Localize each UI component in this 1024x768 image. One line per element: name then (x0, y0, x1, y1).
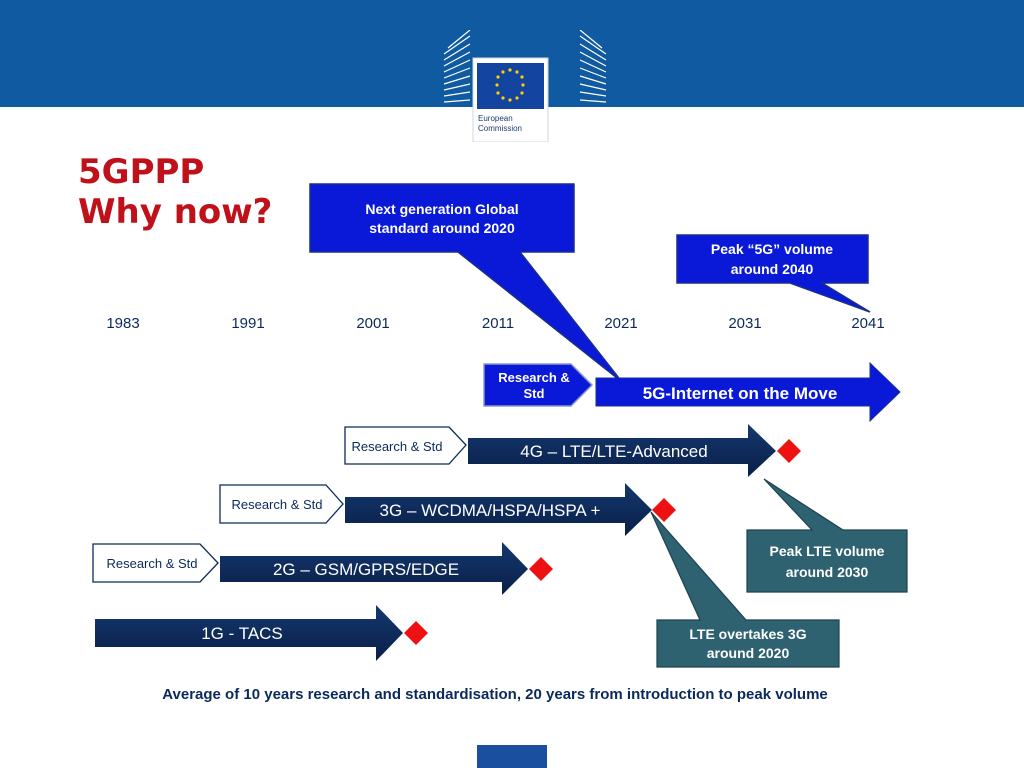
row-2g (93, 542, 553, 595)
title-line-2: Why now? (78, 192, 273, 232)
callout-peak-lte-line1: Peak LTE volume (769, 543, 885, 559)
year-label: 1991 (231, 315, 265, 332)
peak-marker-1g (404, 621, 428, 645)
research-label-2g: Research & Std (106, 556, 198, 571)
logo-text-line2: Commission (478, 124, 523, 133)
arrow-label-1g: 1G - TACS (201, 624, 283, 643)
arrow-label-4g: 4G – LTE/LTE-Advanced (520, 442, 708, 461)
footnote: Average of 10 years research and standardisation, 20 years from introduction to peak volume (162, 686, 828, 703)
research-label-5g-line2: Std (523, 386, 545, 401)
peak-marker-2g (529, 557, 553, 581)
callout-peak-lte-line2: around 2030 (785, 564, 869, 580)
research-label-4g: Research & Std (351, 439, 443, 454)
year-label: 2001 (356, 315, 390, 332)
year-label: 2021 (604, 315, 638, 332)
callout-lte-overtakes-line2: around 2020 (706, 645, 790, 661)
arrow-label-2g: 2G – GSM/GPRS/EDGE (272, 560, 460, 579)
year-label: 2041 (851, 315, 885, 332)
arrow-label-3g: 3G – WCDMA/HSPA/HSPA + (379, 501, 601, 520)
research-label-3g: Research & Std (231, 497, 323, 512)
peak-marker-4g (777, 439, 801, 463)
row-4g (345, 424, 801, 477)
callout-peak-5g-line2: around 2040 (730, 261, 814, 277)
callout-lte-overtakes-line1: LTE overtakes 3G (689, 626, 807, 642)
callout-peak-5g (677, 235, 870, 312)
year-label: 1983 (106, 315, 140, 332)
arrow-label-5g: 5G-Internet on the Move (642, 384, 838, 403)
callout-next-gen-line2: standard around 2020 (369, 220, 515, 236)
row-3g (220, 483, 676, 536)
bottom-tab (477, 745, 547, 768)
year-label: 2031 (728, 315, 762, 332)
logo-text-line1: European (478, 114, 513, 123)
title-line-1: 5GPPP (78, 152, 205, 192)
callout-peak-5g-line1: Peak “5G” volume (710, 241, 834, 257)
row-1g (95, 605, 428, 661)
callout-peak-lte (747, 479, 907, 592)
row-5g (484, 363, 900, 421)
year-label: 2011 (481, 315, 515, 332)
callout-next-generation (310, 184, 622, 382)
research-label-5g-line1: Research & (498, 370, 570, 385)
callout-next-gen-line1: Next generation Global (365, 201, 519, 217)
